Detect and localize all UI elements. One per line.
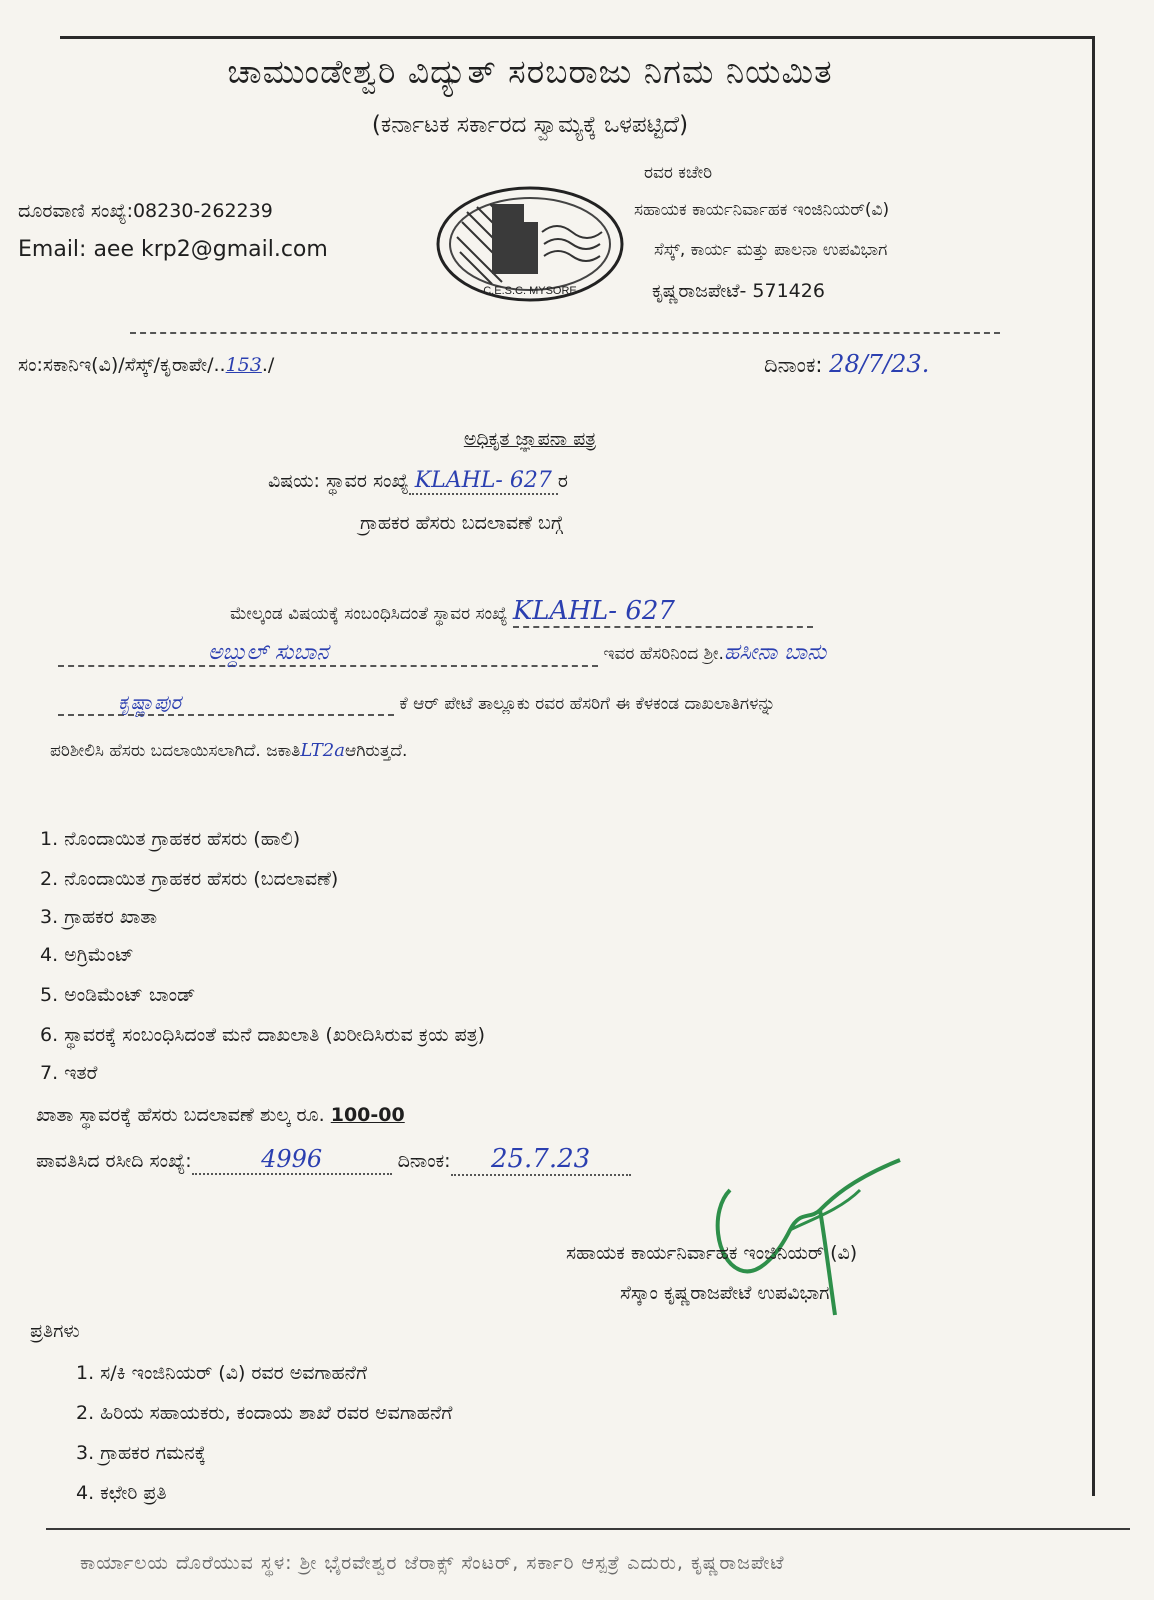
copy-item: 4. ಕಛೇರಿ ಪ್ರತಿ <box>76 1482 167 1504</box>
receipt-line <box>36 1144 631 1176</box>
document-item: 5. ಅಂಡಿಮೆಂಟ್ ಬಾಂಡ್ <box>40 984 196 1006</box>
email-address: Email: aee krp2@gmail.com <box>18 237 328 262</box>
document-item: 7. ಇತರೆ <box>40 1062 98 1084</box>
para-end-a: ಪರಿಶೀಲಿಸಿ ಹೆಸರು ಬದಲಾಯಿಸಲಾಗಿದೆ. ಜಕಾತಿ <box>50 741 301 761</box>
date-value: 28/7/23. <box>829 350 930 378</box>
date-label: ದಿನಾಂಕ: <box>764 353 823 377</box>
new-consumer-address: ಕೃಷ್ಣಾಪುರ <box>58 690 394 716</box>
document-item: 3. ಗ್ರಾಹಕರ ಖಾತಾ <box>40 906 158 928</box>
cesc-logo <box>432 182 628 306</box>
paragraph-taluk <box>58 690 775 716</box>
fee-amount: 100-00 <box>330 1104 405 1126</box>
signatory-title: ಸಹಾಯಕ ಕಾರ್ಯನಿರ್ವಾಹಕ ಇಂಜಿನಿಯರ್ (ವಿ) <box>566 1242 858 1264</box>
right-border <box>1092 36 1095 1496</box>
receipt-number: 4996 <box>192 1145 392 1175</box>
para-mid-text: ಇವರ ಹೆಸರಿನಿಂದ ಶ್ರೀ. <box>603 644 724 664</box>
document-item: 1. ನೊಂದಾಯಿತ ಗ್ರಾಹಕರ ಹೆಸರು (ಹಾಲಿ) <box>40 828 301 850</box>
old-consumer-name: ಅಬ್ದುಲ್ ಸುಬಾನ <box>58 640 598 667</box>
footer-note: ಕಾರ್ಯಾಲಯ ದೊರೆಯುವ ಸ್ಥಳ: ಶ್ರೀ ಭೈರವೇಶ್ವರ ಜೆರಾಕ್ಸ್ ಸೆಂಟರ್, ಸರ್ಕಾರಿ ಆಸ್ಪತ್ರೆ ಎದುರು, ಕೃಷ್ಣರಾಜಪೇಟೆ <box>80 1552 785 1574</box>
subject-line-2: ಗ್ರಾಹಕರ ಹೆಸರು ಬದಲಾವಣೆ ಬಗ್ಗೆ <box>360 512 563 534</box>
subject-label: ವಿಷಯ: ಸ್ಥಾವರ ಸಂಖ್ಯೆ <box>268 470 409 492</box>
logo-text: C.E.S.C. MYSORE <box>483 285 577 297</box>
copy-item: 3. ಗ್ರಾಹಕರ ಗಮನಕ್ಕೆ <box>76 1442 206 1464</box>
office-line-4: ಕೃಷ್ಣರಾಜಪೇಟೆ- 571426 <box>652 280 825 302</box>
receipt-label: ಪಾವತಿಸಿದ ರಸೀದಿ ಸಂಖ್ಯೆ: <box>36 1150 192 1172</box>
signatory-office: ಸೆಸ್ಕಾಂ ಕೃಷ್ಣರಾಜಪೇಟೆ ಉಪವಿಭಾಗ <box>620 1282 830 1304</box>
installation-number: KLAHL- 627 <box>513 596 813 628</box>
paragraph-names <box>58 640 826 667</box>
paragraph-end <box>50 740 407 761</box>
new-consumer-name: ಹಸೀನಾ ಬಾನು <box>723 640 827 665</box>
office-line-1: ರವರ ಕಚೇರಿ <box>644 163 713 183</box>
subject-suffix: ರ <box>557 470 568 492</box>
reference-date <box>764 350 929 378</box>
reference-number <box>18 354 274 376</box>
document-item: 4. ಅಗ್ರಿಮೆಂಟ್ <box>40 944 134 966</box>
para-taluk-text: ಕೆ ಆರ್ ಪೇಟೆ ತಾಲ್ಲೂಕು ರವರ ಹೆಸರಿಗೆ ಈ ಕೆಳಕಂಡ ದಾಖಲಾತಿಗಳನ್ನು <box>399 694 776 714</box>
copy-item: 1. ಸ/ಕಿ ಇಂಜಿನಿಯರ್ (ವಿ) ರವರ ಅವಗಾಹನೆಗೆ <box>76 1362 367 1384</box>
org-subtitle: (ಕರ್ನಾಟಕ ಸರ್ಕಾರದ ಸ್ವಾಮ್ಯಕ್ಕೆ ಒಳಪಟ್ಟಿದೆ) <box>371 112 689 138</box>
para-intro-text: ಮೇಲ್ಕಂಡ ವಿಷಯಕ್ಕೆ ಸಂಬಂಧಿಸಿದಂತೆ ಸ್ಥಾವರ ಸಂಖ್ಯೆ <box>230 604 508 624</box>
fee-line <box>36 1104 405 1126</box>
header-divider <box>130 332 1000 334</box>
tariff-value: LT2a <box>300 740 345 761</box>
office-line-3: ಸೆಸ್ಕ್, ಕಾರ್ಯ ಮತ್ತು ಪಾಲನಾ ಉಪವಿಭಾಗ <box>654 240 888 260</box>
document-item: 6. ಸ್ಥಾವರಕ್ಕೆ ಸಂಬಂಧಿಸಿದಂತೆ ಮನೆ ದಾಖಲಾತಿ (ಖರೀದಿಸಿರುವ ಕ್ರಯ ಪತ್ರ) <box>40 1024 486 1046</box>
reference-value: 153 <box>225 354 262 376</box>
memo-heading <box>0 428 1080 450</box>
para-end-b: ಆಗಿರುತ್ತದೆ. <box>345 741 408 761</box>
phone-number: ದೂರವಾಣಿ ಸಂಖ್ಯೆ:08230-262239 <box>18 200 273 222</box>
org-name: ಚಾಮುಂಡೇಶ್ವರಿ ವಿದ್ಯುತ್ ಸರಬರಾಜು ನಿಗಮ ನಿಯಮಿತ <box>227 52 833 91</box>
office-line-2: ಸಹಾಯಕ ಕಾರ್ಯನಿರ್ವಾಹಕ ಇಂಜಿನಿಯರ್(ವಿ) <box>634 200 890 220</box>
subject-value: KLAHL- 627 <box>409 468 558 495</box>
paragraph-intro <box>230 596 813 628</box>
fee-label: ಖಾತಾ ಸ್ಥಾವರಕ್ಕೆ ಹೆಸರು ಬದಲಾವಣೆ ಶುಲ್ಕ ರೂ. <box>36 1104 325 1126</box>
receipt-date: 25.7.23 <box>451 1144 631 1176</box>
subject-line <box>268 468 568 495</box>
reference-suffix: ./ <box>261 354 275 376</box>
document-item: 2. ನೊಂದಾಯಿತ ಗ್ರಾಹಕರ ಹೆಸರು (ಬದಲಾವಣೆ) <box>40 868 339 890</box>
copies-heading: ಪ್ರತಿಗಳು <box>30 1320 80 1342</box>
memo-heading-text: ಅಧಿಕೃತ ಜ್ಞಾಪನಾ ಪತ್ರ <box>463 428 597 450</box>
receipt-date-label: ದಿನಾಂಕ: <box>397 1150 451 1172</box>
copy-item: 2. ಹಿರಿಯ ಸಹಾಯಕರು, ಕಂದಾಯ ಶಾಖೆ ರವರ ಅವಗಾಹನೆಗೆ <box>76 1402 453 1424</box>
bottom-border <box>46 1528 1130 1530</box>
reference-label: ಸಂ:ಸಕಾನಿಇ(ವಿ)/ಸೆಸ್ಕ್/ಕೃರಾಪೇ/.. <box>18 354 226 376</box>
top-border <box>60 36 1094 39</box>
